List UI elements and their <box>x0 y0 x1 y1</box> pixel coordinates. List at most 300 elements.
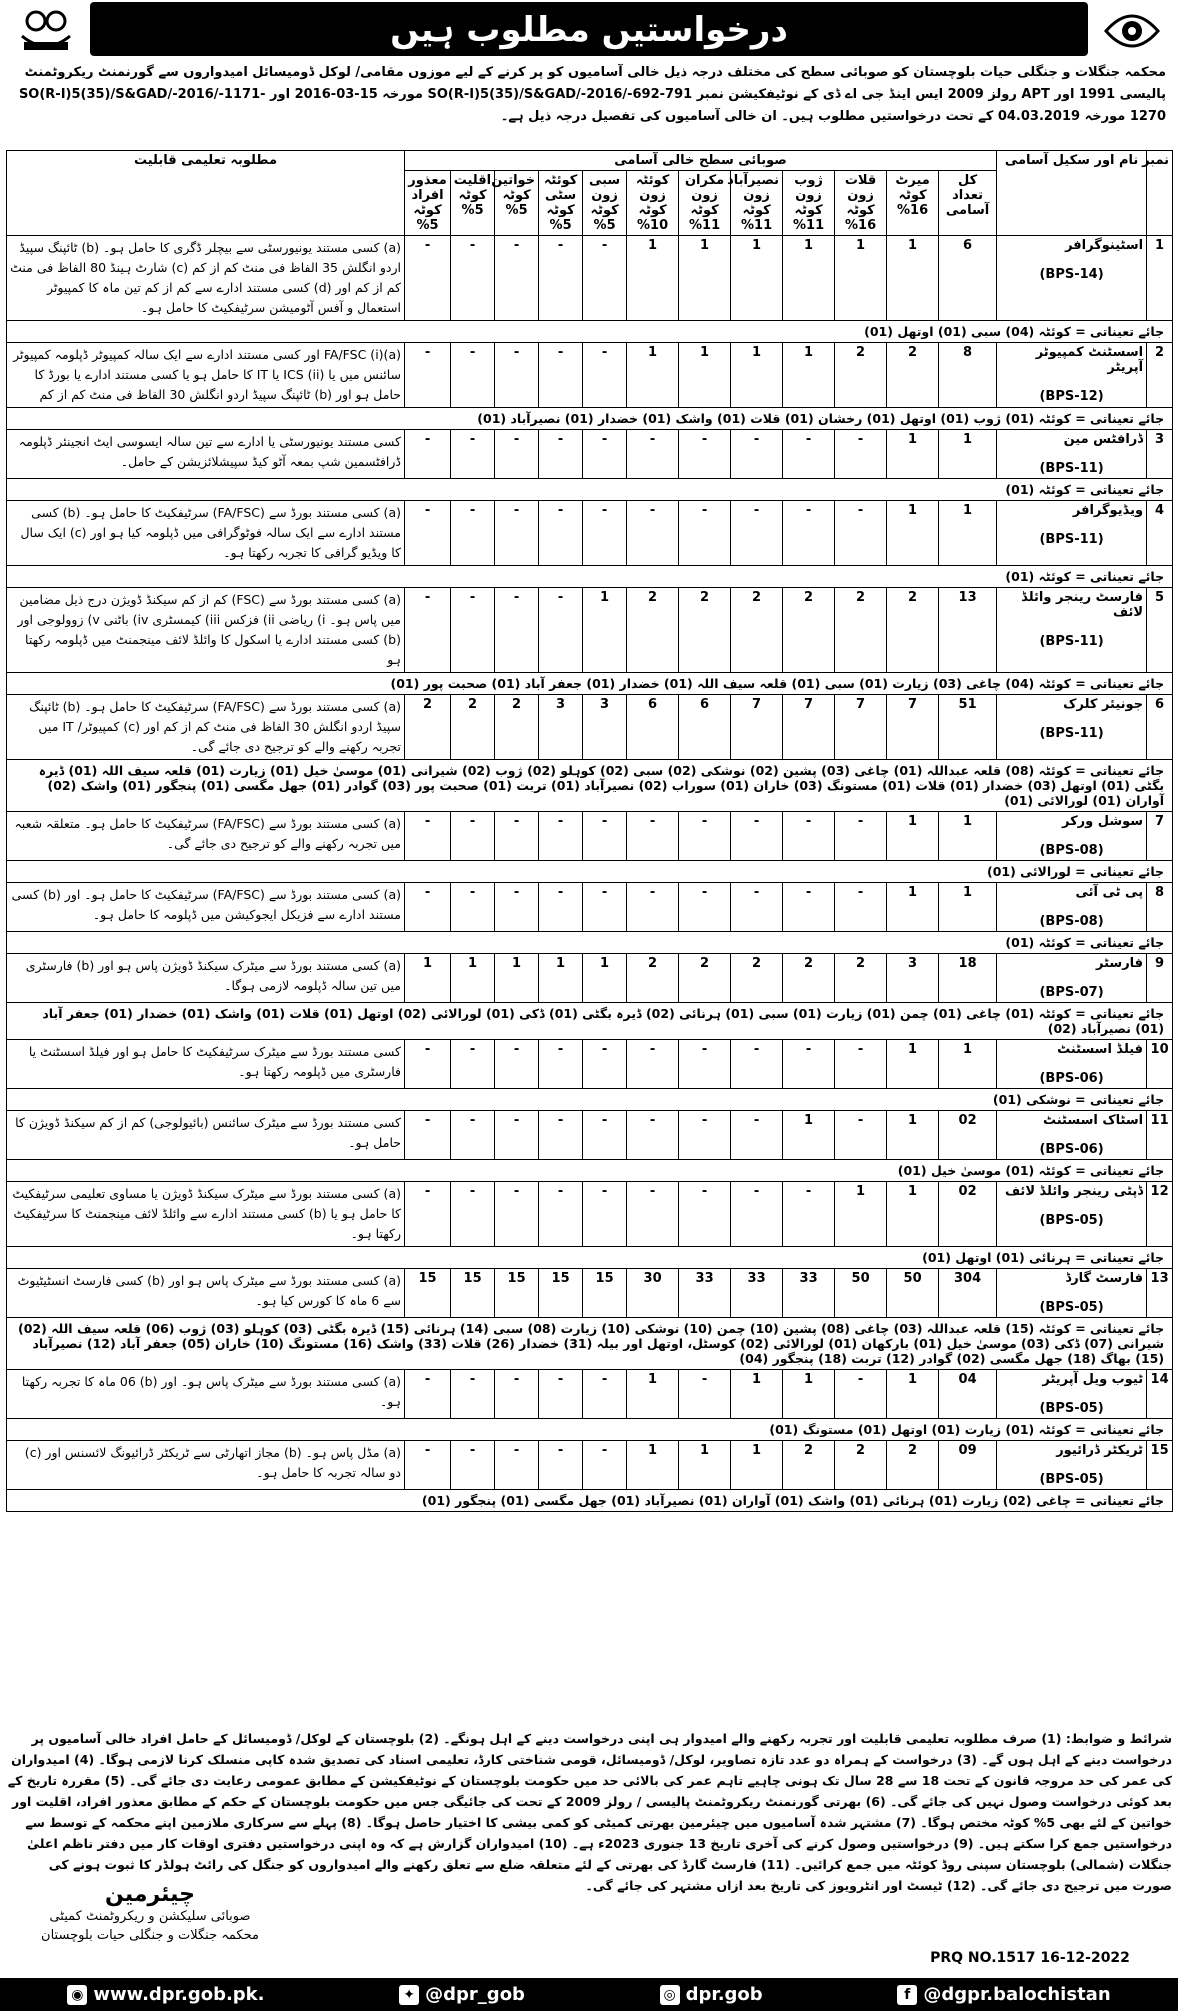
posting-place-row <box>7 566 1173 588</box>
intro-text: محکمہ جنگلات و جنگلی حیات بلوچستان کو صوبائی سطح کی مختلف درجہ ذیل خالی آسامیوں کو پر کرنے کے لیے موزوں مقامی/ لوکل ڈومیسائل امیدواروں سے گورنمنٹ ریکروٹمنٹ پالیسی 1991 اور APT رولز 2009 ایس اینڈ جی اے ڈی کے نوٹیفکیشن نمبر SO(R-I)5(35)/S&GAD/-2016/-692-791 مورخہ 15-03-2016 اور SO(R-I)5(35)/S&GAD/-2016/-1171-1270 مورخہ 04.03.2019 کے تحت درخواستیں مطلوب ہیں۔ ان خالی آسامیوں کی تفصیل درجہ ذیل ہے۔ <box>18 65 1166 124</box>
qualification-cell: (a) کسی مستند بورڈ سے میٹرک پاس ہو اور (b) کسی فارسٹ انسٹیٹیوٹ سے 6 ماہ کا کورس کیا ہو۔ <box>7 1269 405 1318</box>
post-title: فارسٹ گارڈ <box>1065 1271 1144 1286</box>
posting-place: جائے تعیناتی = کوئٹہ (01) <box>7 566 1173 588</box>
qualification-cell: کسی مستند بورڈ سے میٹرک سرٹیفکیٹ کا حامل ہو اور فیلڈ اسسٹنٹ یا فارسٹری میں ڈپلومہ رکھتا ہو۔ <box>7 1040 405 1089</box>
post-name-cell <box>997 954 1147 1003</box>
row-number: 6 <box>1147 695 1173 760</box>
quota-cell: - <box>835 430 887 479</box>
quota-cell: - <box>835 812 887 861</box>
quota-cell: 1 <box>627 236 679 321</box>
quota-cell: - <box>731 812 783 861</box>
quota-cell: 04 <box>939 1370 997 1419</box>
table-row <box>7 812 1173 861</box>
quota-cell: - <box>627 1111 679 1160</box>
posting-place-row <box>7 1318 1173 1370</box>
quota-cell: - <box>627 430 679 479</box>
quota-cell: 3 <box>583 695 627 760</box>
quota-cell: 1 <box>731 1441 783 1490</box>
terms-and-conditions: شرائط و ضوابط: (1) صرف مطلوبہ تعلیمی قابلیت اور تجربہ رکھنے والے امیدوار ہی اپنی درخواست دینے کے اہل ہونگے۔ (2) بلوچستان کے لوکل/ ڈومیسائل کے حامل افراد خالی آسامیوں پر درخواست دینے کے اہل ہوں گے۔ (3) درخواست کے ہمراہ دو عدد تازہ تصاویر، لوکل/ ڈومیسائل، قومی شناختی کارڈ، تعلیمی اسناد کی تصدیق شدہ کاپی منسلک کرنا لازمی ہوگا۔ (4) امیدواران کی عمر کی حد مروجہ قانون کے تحت 18 سے 28 سال تک ہونی چاہیے تاہم عمر کی بالائی حد میں حکومت بلوچستان کے نوٹیفکیشن کے مطابق عمومی رعایت دی جائے گی۔ (5) مقررہ تاریخ کے بعد کوئی درخواست وصول نہیں کی جائے گی۔ (6) بھرتی گورنمنٹ ریکروٹمنٹ پالیسی / رولز 2009 کے تحت کی جائیگی جس میں حکومت بلوچستان کے حکم کے مطابق معذور افراد، اقلیت اور خواتین کے لئے بھی 5% کوٹہ مختص ہوگا۔ (7) مشتہر شدہ آسامیوں میں چیئرمین بھرتی کمیٹی کو کمی بیشی کا اختیار حاصل ہوگا۔ (8) پہلے سے سرکاری ملازمین اپنے محکمہ کے توسط سے درخواستیں جمع کرا سکتے ہیں۔ (9) درخواستیں وصول کرنے کی آخری تاریخ 13 جنوری 2023ء ہے۔ (10) امیدواران گزارش ہے کہ وہ اپنی درخواستیں دفتری اوقات کار میں دفتر ناظم اعلیٰ جنگلات (شمالی) بلوچستان سپنی روڈ کوئٹہ میں جمع کرائیں۔ (11) فارسٹ گارڈ کی بھرتی کے لئے متعلقہ ضلع سے تعلق رکھنے والے امیدواروں کو جنگل کی رائٹ ہولڈر کا ثبوت ہونے کی صورت میں ترجیح دی جائے گی۔ (12) ٹیسٹ اور انٹرویوز کی تاریخ بعد ازاں مشتہر کی جائے گی۔ <box>7 1731 1172 1893</box>
posting-place-row <box>7 408 1173 430</box>
quota-cell: - <box>783 501 835 566</box>
post-title: اسسٹنٹ کمپیوٹر آپریٹر <box>1035 345 1144 375</box>
quota-cell: - <box>627 883 679 932</box>
post-title: جونیئر کلرک <box>1063 697 1144 712</box>
quota-cell: 1 <box>539 954 583 1003</box>
quota-cell: - <box>405 812 451 861</box>
quota-cell: - <box>583 1040 627 1089</box>
col-quetta: کوئٹہ زون کوٹہ 10% <box>627 171 679 236</box>
quota-cell: 1 <box>627 343 679 408</box>
post-title: ویڈیوگرافر <box>1072 503 1144 518</box>
quota-cell: - <box>405 588 451 673</box>
group-header: صوبائی سطح خالی آسامی <box>405 151 997 171</box>
quota-cell: 7 <box>731 695 783 760</box>
row-number: 15 <box>1147 1441 1173 1490</box>
post-name-cell <box>997 883 1147 932</box>
quota-cell: - <box>583 343 627 408</box>
posting-place-row <box>7 1160 1173 1182</box>
table-row <box>7 1111 1173 1160</box>
post-name-cell <box>997 1269 1147 1318</box>
col-no: نمبر <box>1147 151 1173 236</box>
quota-cell: 2 <box>679 588 731 673</box>
post-scale: (BPS-08) <box>1039 843 1104 858</box>
quota-cell: 2 <box>783 1441 835 1490</box>
government-emblem-icon <box>16 6 76 56</box>
quota-cell: - <box>539 343 583 408</box>
quota-cell: - <box>451 883 495 932</box>
quota-cell: - <box>583 430 627 479</box>
posting-place: جائے تعیناتی = کوئٹہ (01) موسیٰ خیل (01) <box>7 1160 1173 1182</box>
table-row <box>7 1269 1173 1318</box>
quota-cell: 33 <box>731 1269 783 1318</box>
row-number: 11 <box>1147 1111 1173 1160</box>
facebook-link[interactable]: @dgpr.balochistan <box>923 1984 1111 2005</box>
quota-cell: 1 <box>583 588 627 673</box>
table-row <box>7 430 1173 479</box>
qualification-cell: کسی مستند بورڈ سے میٹرک سائنس (بائیولوجی) کم از کم سیکنڈ ڈویژن کا حامل ہو۔ <box>7 1111 405 1160</box>
post-title: ٹریکٹر ڈرائیور <box>1056 1443 1144 1458</box>
post-title: ڈپٹی رینجر وائلڈ لائف <box>1004 1184 1144 1199</box>
quota-cell: 02 <box>939 1182 997 1247</box>
row-number: 2 <box>1147 343 1173 408</box>
quota-cell: - <box>539 588 583 673</box>
quota-cell: - <box>783 430 835 479</box>
quota-cell: - <box>405 430 451 479</box>
quota-cell: 1 <box>583 954 627 1003</box>
post-scale: (BPS-05) <box>1039 1213 1104 1228</box>
quota-cell: - <box>451 1111 495 1160</box>
table-row <box>7 343 1173 408</box>
committee-name: صوبائی سلیکشن و ریکروٹمنٹ کمیٹی <box>49 1909 251 1924</box>
post-name-cell <box>997 695 1147 760</box>
quota-cell: - <box>495 1111 539 1160</box>
quota-cell: - <box>679 1040 731 1089</box>
row-number: 12 <box>1147 1182 1173 1247</box>
quota-cell: 1 <box>887 1370 939 1419</box>
quota-cell: - <box>679 430 731 479</box>
quota-cell: 2 <box>887 343 939 408</box>
quota-cell: - <box>495 1182 539 1247</box>
post-title: اسٹاک اسسٹنٹ <box>1042 1113 1144 1128</box>
table-row <box>7 1370 1173 1419</box>
post-name-cell <box>997 236 1147 321</box>
quota-cell: - <box>627 1182 679 1247</box>
col-zhob: ژوب زون کوٹہ 11% <box>783 171 835 236</box>
post-title: ڈرافٹس مین <box>1063 432 1144 447</box>
post-name-cell <box>997 588 1147 673</box>
quota-cell: - <box>835 1040 887 1089</box>
quota-cell: - <box>495 812 539 861</box>
posting-place-row <box>7 1089 1173 1111</box>
quota-cell: 2 <box>451 695 495 760</box>
table-row <box>7 883 1173 932</box>
posting-place-row <box>7 932 1173 954</box>
posting-place: جائے تعیناتی = چاغی (02) زیارت (01) ہرنائی (01) واشک (01) آواران (01) نصیرآباد (01) جھل مگسی (01) پنجگور (01) <box>7 1490 1173 1512</box>
quota-cell: 15 <box>405 1269 451 1318</box>
posting-place-row <box>7 1490 1173 1512</box>
quota-cell: - <box>539 1182 583 1247</box>
table-row <box>7 588 1173 673</box>
post-scale: (BPS-14) <box>1039 267 1104 282</box>
table-row <box>7 1040 1173 1089</box>
quota-cell: 7 <box>887 695 939 760</box>
quota-cell: 2 <box>887 588 939 673</box>
posting-place: جائے تعیناتی = کوئٹہ (01) زیارت (01) اوتھل (01) مستونگ (01) <box>7 1419 1173 1441</box>
quota-cell: - <box>405 1182 451 1247</box>
post-name-cell <box>997 501 1147 566</box>
post-name-cell <box>997 1182 1147 1247</box>
quota-cell: - <box>405 1111 451 1160</box>
quota-cell: - <box>783 1182 835 1247</box>
quota-cell: 1 <box>887 1182 939 1247</box>
quota-cell: - <box>583 236 627 321</box>
website-item <box>67 1984 264 2005</box>
post-scale: (BPS-11) <box>1039 634 1104 649</box>
quota-cell: - <box>627 1040 679 1089</box>
quota-cell: - <box>539 1370 583 1419</box>
quota-cell: - <box>731 501 783 566</box>
quota-cell: - <box>679 1182 731 1247</box>
quota-cell: - <box>405 343 451 408</box>
quota-cell: 1 <box>887 1111 939 1160</box>
quota-cell: - <box>583 883 627 932</box>
post-scale: (BPS-06) <box>1039 1142 1104 1157</box>
quota-cell: - <box>495 883 539 932</box>
post-title: فارسٹر <box>1096 956 1144 971</box>
col-qualification: مطلوبہ تعلیمی قابلیت <box>7 151 405 236</box>
post-name-cell <box>997 430 1147 479</box>
post-scale: (BPS-08) <box>1039 914 1104 929</box>
quota-cell: - <box>451 812 495 861</box>
quota-cell: 1 <box>939 1040 997 1089</box>
post-scale: (BPS-05) <box>1039 1401 1104 1416</box>
quota-cell: 1 <box>679 1441 731 1490</box>
vacancies-table <box>6 150 1173 1512</box>
twitter-item <box>399 1984 525 2005</box>
qualification-cell: (a) کسی مستند بورڈ سے (FA/FSC) سرٹیفکیٹ کا حامل ہو۔ (b) کسی مستند ادارے سے ایک سالہ فوٹوگرافی میں ڈپلومہ کیا ہو اور (c) ایک سال کا ویڈیو گرافی کا تجربہ رکھتا ہو۔ <box>7 501 405 566</box>
quota-cell: - <box>405 501 451 566</box>
quota-cell: 1 <box>405 954 451 1003</box>
vacancies-table-wrap <box>6 150 1172 1730</box>
row-number: 10 <box>1147 1040 1173 1089</box>
posting-place: جائے تعیناتی = کوئٹہ (04) سبی (01) اوتھل (01) <box>7 321 1173 343</box>
quota-cell: - <box>451 430 495 479</box>
post-name-cell <box>997 343 1147 408</box>
quota-cell: - <box>405 1441 451 1490</box>
quota-cell: 1 <box>627 1441 679 1490</box>
quota-cell: - <box>627 501 679 566</box>
quota-cell: 7 <box>783 695 835 760</box>
quota-cell: - <box>627 812 679 861</box>
quota-cell: - <box>495 1040 539 1089</box>
quota-cell: - <box>495 588 539 673</box>
quota-cell: 1 <box>887 236 939 321</box>
quota-cell: 1 <box>627 1370 679 1419</box>
quota-cell: - <box>405 236 451 321</box>
quota-cell: 13 <box>939 588 997 673</box>
chairman-signature <box>40 1882 260 1972</box>
col-merit: میرٹ کوٹہ 16% <box>887 171 939 236</box>
quota-cell: - <box>495 1441 539 1490</box>
posting-place: جائے تعیناتی = کوئٹہ (01) <box>7 479 1173 501</box>
post-name-cell <box>997 1370 1147 1419</box>
quota-cell: 1 <box>731 343 783 408</box>
post-title: سوشل ورکر <box>1062 814 1144 829</box>
twitter-link[interactable]: @dpr_gob <box>425 1984 525 2005</box>
qualification-cell: (a) کسی مستند بورڈ سے میٹرک سیکنڈ ڈویژن یا مساوی تعلیمی سرٹیفکیٹ کا حامل ہو یا (b) کسی مستند ادارے سے وائلڈ لائف مینجمنٹ کا سرٹیفکیٹ رکھتا ہو۔ <box>7 1182 405 1247</box>
quota-cell: 304 <box>939 1269 997 1318</box>
posting-place: جائے تعیناتی = لورالائی (01) <box>7 861 1173 883</box>
quota-cell: - <box>583 1370 627 1419</box>
quota-cell: - <box>539 1111 583 1160</box>
quota-cell: 8 <box>939 343 997 408</box>
table-row <box>7 236 1173 321</box>
quota-cell: 1 <box>939 430 997 479</box>
vacancies-body <box>7 236 1173 1512</box>
qualification-cell: کسی مستند یونیورسٹی یا ادارے سے تین سالہ ایسوسی ایٹ انجینئر ڈپلومہ ڈرافٹسمین شپ بمعہ آٹو کیڈ سپیشلائزیشن کے حامل۔ <box>7 430 405 479</box>
quota-cell: 1 <box>939 812 997 861</box>
quota-cell: 2 <box>835 588 887 673</box>
qualification-cell: (a)(i) FA/FSC اور کسی مستند ادارے سے ایک سالہ کمپیوٹر ڈپلومہ کمپیوٹر سائنس میں یا (ii) ICS یا IT کا حامل ہو یا کسی مستند ادارے یا بورڈ کا حامل ہو اور (b) ٹائپنگ سپیڈ اردو انگلش 30 الفاظ فی منٹ کم از کم <box>7 343 405 408</box>
post-scale: (BPS-05) <box>1039 1472 1104 1487</box>
quota-cell: - <box>835 883 887 932</box>
posting-place: جائے تعیناتی = کوئٹہ (08) قلعہ عبداللہ (01) چاغی (03) پشین (02) نوشکی (02) سبی (02) کوہلو (02) ژوب (02) شیرانی (01) موسیٰ خیل (01) زیارت (01) قلعہ سیف اللہ (01) ڈیرہ بگٹی (01) اوتھل (03) خضدار (01) قلات (01) مستونگ (03) خاران (01) سوراب (02) نصیرآباد (01) تربت (01) صحبت پور (03) گوادر (01) جھل مگسی (01) پنجگور (01) واشک (02) آواران (01) لورالائی (01) <box>7 760 1173 812</box>
col-sibi: سبی زون کوٹہ 5% <box>583 171 627 236</box>
quota-cell: 1 <box>887 501 939 566</box>
quota-cell: - <box>731 1182 783 1247</box>
row-number: 8 <box>1147 883 1173 932</box>
quota-cell: 1 <box>783 236 835 321</box>
quota-cell: - <box>495 430 539 479</box>
post-scale: (BPS-11) <box>1039 532 1104 547</box>
posting-place-row <box>7 673 1173 695</box>
quota-cell: - <box>405 883 451 932</box>
posting-place: جائے تعیناتی = ہرنائی (01) اوتھل (01) <box>7 1247 1173 1269</box>
col-total: کل تعداد آسامی <box>939 171 997 236</box>
quota-cell: 1 <box>939 883 997 932</box>
quota-cell: - <box>495 1370 539 1419</box>
quota-cell: - <box>731 1111 783 1160</box>
quota-cell: - <box>583 812 627 861</box>
quota-cell: 1 <box>679 236 731 321</box>
quota-cell: 2 <box>731 588 783 673</box>
quota-cell: - <box>583 501 627 566</box>
globe-icon: ◉ <box>67 1985 87 2005</box>
quota-cell: - <box>835 1370 887 1419</box>
quota-cell: 1 <box>495 954 539 1003</box>
post-title: فیلڈ اسسٹنٹ <box>1057 1042 1144 1057</box>
quota-cell: - <box>731 430 783 479</box>
quota-cell: 1 <box>887 883 939 932</box>
quota-cell: 3 <box>539 695 583 760</box>
quota-cell: - <box>539 501 583 566</box>
qualification-cell: (a) کسی مستند بورڈ سے میٹرک سیکنڈ ڈویژن پاس ہو اور (b) فارسٹری میں تین سالہ ڈپلومہ لازمی ہوگا۔ <box>7 954 405 1003</box>
table-row <box>7 501 1173 566</box>
quota-cell: 33 <box>783 1269 835 1318</box>
col-makran: مکران زون کوٹہ 11% <box>679 171 731 236</box>
row-number: 13 <box>1147 1269 1173 1318</box>
posting-place-row <box>7 861 1173 883</box>
quota-cell: 1 <box>679 343 731 408</box>
post-scale: (BPS-11) <box>1039 461 1104 476</box>
quota-cell: - <box>451 1182 495 1247</box>
posting-place-row <box>7 1247 1173 1269</box>
quota-cell: 33 <box>679 1269 731 1318</box>
row-number: 14 <box>1147 1370 1173 1419</box>
quota-cell: 1 <box>887 812 939 861</box>
quota-cell: 2 <box>495 695 539 760</box>
table-row <box>7 695 1173 760</box>
twitter-icon: ✦ <box>399 1985 419 2005</box>
posting-place-row <box>7 479 1173 501</box>
quota-cell: - <box>451 1441 495 1490</box>
post-name-cell <box>997 812 1147 861</box>
instagram-link[interactable]: dpr.gob <box>685 1984 763 2005</box>
posting-place: جائے تعیناتی = کوئٹہ (01) چاغی (01) چمن (01) زیارت (01) سبی (01) ہرنائی (02) ڈیرہ بگٹی (01) ڈکی (01) لورالائی (02) اوتھل (01) قلات (01) واشک (01) خضدار (01) جعفر آباد (01) نصیرآباد (02) <box>7 1003 1173 1040</box>
posting-place: جائے تعیناتی = کوئٹہ (01) ژوب (01) اوتھل (01) رخشان (01) قلات (01) واشک (01) خضدار (01) نصیرآباد (01) <box>7 408 1173 430</box>
qualification-cell: (a) کسی مستند بورڈ سے میٹرک پاس ہو۔ اور (b) 06 ماہ کا تجربہ رکھتا ہو۔ <box>7 1370 405 1419</box>
quota-cell: - <box>583 1111 627 1160</box>
table-row <box>7 954 1173 1003</box>
quota-cell: 2 <box>783 954 835 1003</box>
prq-number: PRQ NO.1517 16-12-2022 <box>930 1950 1130 1966</box>
post-scale: (BPS-07) <box>1039 985 1104 1000</box>
col-post: نام اور سکیل آسامی <box>997 151 1147 236</box>
post-name-cell <box>997 1111 1147 1160</box>
quota-cell: 15 <box>451 1269 495 1318</box>
row-number: 7 <box>1147 812 1173 861</box>
quota-cell: - <box>539 236 583 321</box>
quota-cell: - <box>783 812 835 861</box>
quota-cell: 6 <box>939 236 997 321</box>
posting-place-row <box>7 760 1173 812</box>
post-title: پی ٹی آئی <box>1075 885 1144 900</box>
quota-cell: 2 <box>627 588 679 673</box>
quota-cell: 15 <box>583 1269 627 1318</box>
quota-cell: - <box>405 1370 451 1419</box>
post-title: ٹیوب ویل آپریٹر <box>1042 1372 1144 1387</box>
quota-cell: - <box>583 1182 627 1247</box>
post-scale: (BPS-06) <box>1039 1071 1104 1086</box>
quota-cell: - <box>451 1040 495 1089</box>
website-link[interactable]: www.dpr.gob.pk. <box>93 1984 265 2005</box>
quota-cell: - <box>679 1370 731 1419</box>
table-row <box>7 1441 1173 1490</box>
posting-place: جائے تعیناتی = کوئٹہ (01) <box>7 932 1173 954</box>
row-number: 9 <box>1147 954 1173 1003</box>
row-number: 5 <box>1147 588 1173 673</box>
quota-cell: 1 <box>783 1111 835 1160</box>
row-number: 4 <box>1147 501 1173 566</box>
post-name-cell <box>997 1441 1147 1490</box>
quota-cell: - <box>539 430 583 479</box>
quota-cell: 1 <box>835 1182 887 1247</box>
quota-cell: - <box>731 1040 783 1089</box>
posting-place: جائے تعیناتی = کوئٹہ (15) قلعہ عبداللہ (03) چاغی (08) پشین (10) چمن (10) نوشکی (10) زیارت (08) سبی (14) ہرنائی (15) ڈیرہ بگٹی (03) کوہلو (03) ژوب (06) قلعہ سیف اللہ (02) شیرانی (07) ڈکی (03) موسیٰ خیل (01) بارکھان (01) لورالائی (02) کوسٹل، اوتھل اور بیلہ (31) خضدار (26) قلات (33) واشک (16) مستونگ (10) خاران (05) جعفر آباد (12) نصیرآباد (15) بھاگ (18) جھل مگسی (02) گوادر (12) تربت (18) پنجگور (04) <box>7 1318 1173 1370</box>
quota-cell: 1 <box>731 236 783 321</box>
quota-cell: 2 <box>627 954 679 1003</box>
qualification-cell: (a) کسی مستند یونیورسٹی سے بیچلر ڈگری کا حامل ہو۔ (b) ٹائپنگ سپیڈ اردو انگلش 35 الفاظ فی منٹ کم از کم (c) شارٹ ہینڈ 80 الفاظ فی منٹ کم از کم اور (d) کسی مستند ادارے سے کم از کم تین ماہ کا کمپیوٹر استعمال و آفس آٹومیشن سرٹیفکیٹ کا حامل ہو۔ <box>7 236 405 321</box>
quota-cell: 1 <box>887 430 939 479</box>
quota-cell: 15 <box>495 1269 539 1318</box>
quota-cell: - <box>583 1441 627 1490</box>
col-disabled: معذور افراد کوٹہ 5% <box>405 171 451 236</box>
quota-cell: - <box>835 501 887 566</box>
quota-cell: - <box>539 1441 583 1490</box>
quota-cell: 2 <box>783 588 835 673</box>
post-scale: (BPS-05) <box>1039 1300 1104 1315</box>
qualification-cell: (a) کسی مستند بورڈ سے (FA/FSC) سرٹیفکیٹ کا حامل ہو۔ متعلقہ شعبہ میں تجربہ رکھنے والے کو ترجیح دی جائے گی۔ <box>7 812 405 861</box>
quota-cell: - <box>451 588 495 673</box>
department-name: محکمہ جنگلات و جنگلی حیات بلوچستان <box>41 1928 259 1943</box>
quota-cell: - <box>539 1040 583 1089</box>
post-scale: (BPS-11) <box>1039 726 1104 741</box>
quota-cell: 09 <box>939 1441 997 1490</box>
quota-cell: - <box>679 1111 731 1160</box>
quota-cell: 1 <box>835 236 887 321</box>
quota-cell: 1 <box>783 343 835 408</box>
col-women: خواتین کوٹہ 5% <box>495 171 539 236</box>
quota-cell: 2 <box>835 1441 887 1490</box>
quota-cell: - <box>539 883 583 932</box>
posting-place-row <box>7 321 1173 343</box>
quota-cell: 1 <box>731 1370 783 1419</box>
quota-cell: 15 <box>539 1269 583 1318</box>
quota-cell: 2 <box>679 954 731 1003</box>
quota-cell: 3 <box>887 954 939 1003</box>
quota-cell: 2 <box>887 1441 939 1490</box>
quota-cell: 6 <box>679 695 731 760</box>
quota-cell: 6 <box>627 695 679 760</box>
chairman-title: چیئرمین <box>105 1882 195 1907</box>
qualification-cell: (a) کسی مستند بورڈ سے (FA/FSC) سرٹیفکیٹ کا حامل ہو۔ (b) ٹائپنگ سپیڈ اردو انگلش 30 الفاظ فی منٹ کم از کم اور (c) کمپیوٹر/ IT میں تجربہ رکھنے والے کو ترجیح دی جائے گی۔ <box>7 695 405 760</box>
quota-cell: 1 <box>783 1370 835 1419</box>
quota-cell: - <box>451 501 495 566</box>
col-nasirabad: نصیرآباد زون کوٹہ 11% <box>731 171 783 236</box>
quota-cell: 1 <box>887 1040 939 1089</box>
quota-cell: 7 <box>835 695 887 760</box>
quota-cell: 18 <box>939 954 997 1003</box>
quota-cell: - <box>405 1040 451 1089</box>
table-row <box>7 1182 1173 1247</box>
footer-bar <box>0 1978 1178 2011</box>
post-title: فارسٹ رینجر وائلڈ لائف <box>1021 590 1144 620</box>
col-minority: اقلیت کوٹہ 5% <box>451 171 495 236</box>
quota-cell: - <box>731 883 783 932</box>
instagram-icon: ◎ <box>660 1985 680 2005</box>
qualification-cell: (a) کسی مستند بورڈ سے (FSC) کم از کم سیکنڈ ڈویژن درج ذیل مضامین میں پاس ہو۔ i) ریاضی ii) فزکس iii) کیمسٹری iv) باٹنی v) زوولوجی اور (b) کسی مستند ادارے یا اسکول کا وائلڈ لائف مینجمنٹ میں ڈپلومہ رکھتا ہو <box>7 588 405 673</box>
